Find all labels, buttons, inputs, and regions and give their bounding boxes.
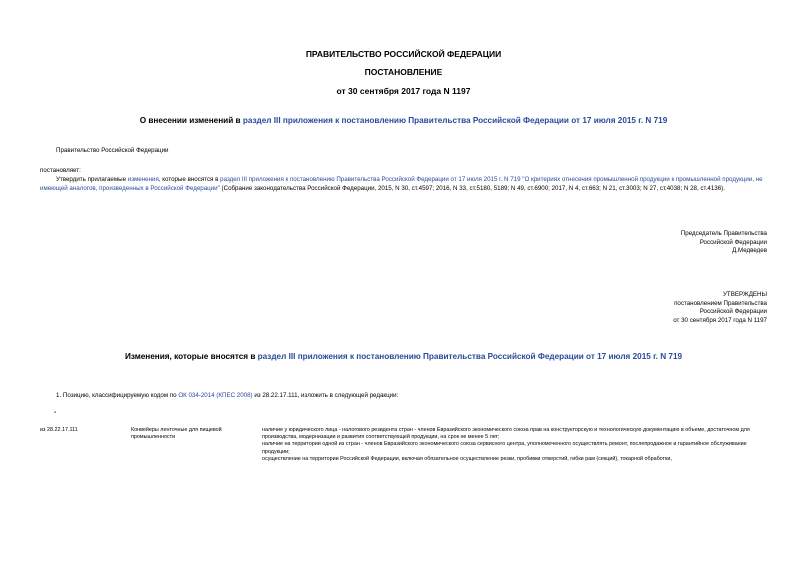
item1-text-a: 1. Позицию, классифицируемую кодом по — [56, 392, 179, 399]
approved-block — [467, 291, 767, 325]
signature-block — [467, 230, 767, 256]
approved-line-2: постановлением Правительства — [674, 299, 767, 307]
title-link[interactable]: раздел III приложения к постановлению Правительства Российской Федерации от 17 июля 2015 г. N 719 — [242, 116, 668, 125]
table-cell-code: из 28.22.17.111 — [40, 427, 78, 433]
p1-link-section[interactable]: раздел III приложения к постановлению Правительства Российской Федерации от 17 июля 2015 г. N 719 "О критериях отнесения промышленной продукции к промышленной продукции, не имеющей аналогов, произведенных в Российской Федерации" — [40, 176, 763, 192]
signature-line-2: Российской Федерации — [699, 238, 767, 246]
paragraph-1 — [40, 176, 770, 193]
signature-line-1: Председатель Правительства — [680, 230, 767, 237]
approved-line-4: от 30 сентября 2017 года N 1197 — [673, 316, 767, 324]
decrees-text: постановляет: — [40, 167, 81, 174]
changes-title-link[interactable]: раздел III приложения к постановлению Правительства Российской Федерации от 17 июля 2015 г. N 719 — [257, 352, 683, 361]
p1-link-changes[interactable]: изменения — [127, 176, 159, 183]
criteria-item: осуществление на территории Российской Федерации, включая обязательное осуществление резки, пробивки отверстий, гибки рам (секций), токарной обработки, — [262, 455, 672, 462]
p1-text-b: , которые вносятся в — [158, 176, 221, 183]
quote-mark: " — [54, 411, 57, 418]
criteria-item: наличие на территории одной из стран - членов Евразийского экономического союза сервисного центра, уполномоченного осуществлять ремонт, послепродажное и гарантийное обслуживание продукции; — [262, 441, 747, 455]
approved-line-3: Российской Федерации — [699, 308, 767, 316]
approved-line-1: УТВЕРЖДЕНЫ — [723, 291, 767, 298]
criteria-item: наличие у юридического лица - налогового резидента стран - членов Евразийского экономического союза прав на конструкторскую и технологическую документацию в объеме, достаточном для производства, модернизации и развития соответствующей продукции, на срок не менее 5 лет; — [262, 427, 750, 441]
p1-text-c: (Собрание законодательства Российской Федерации, 2015, N 30, ст.4597; 2016, N 33, ст.5180, 5189; N 49, ст.6900; 2017, N 4, ст.663; N 21, ст.3003; N 27, ст.4038; N 28, ст.4136). — [219, 184, 725, 192]
item-1 — [56, 392, 398, 401]
document-title — [0, 116, 807, 125]
table-cell-name: Конвейеры ленточные для пищевой промышленности — [131, 427, 222, 441]
header-doc-type: ПОСТАНОВЛЕНИЕ — [364, 67, 443, 77]
intro-text: Правительство Российской Федерации — [56, 147, 169, 154]
p1-text-a: Утвердить прилагаемые — [56, 176, 128, 183]
changes-title — [0, 352, 807, 361]
table-cell-criteria — [262, 427, 767, 463]
title-prefix: О внесении изменений в — [139, 116, 243, 125]
changes-title-prefix: Изменения, которые вносятся в — [124, 352, 258, 361]
signature-line-3: Д.Медведев — [732, 247, 767, 255]
item1-text-b: из 28.22.17.111, изложить в следующей редакции: — [252, 392, 399, 399]
item1-link-ok[interactable]: ОК 034-2014 (КПЕС 2008) — [178, 392, 253, 399]
header-government: ПРАВИТЕЛЬСТВО РОССИЙСКОЙ ФЕДЕРАЦИИ — [305, 49, 502, 59]
header-date: от 30 сентября 2017 года N 1197 — [336, 86, 471, 96]
